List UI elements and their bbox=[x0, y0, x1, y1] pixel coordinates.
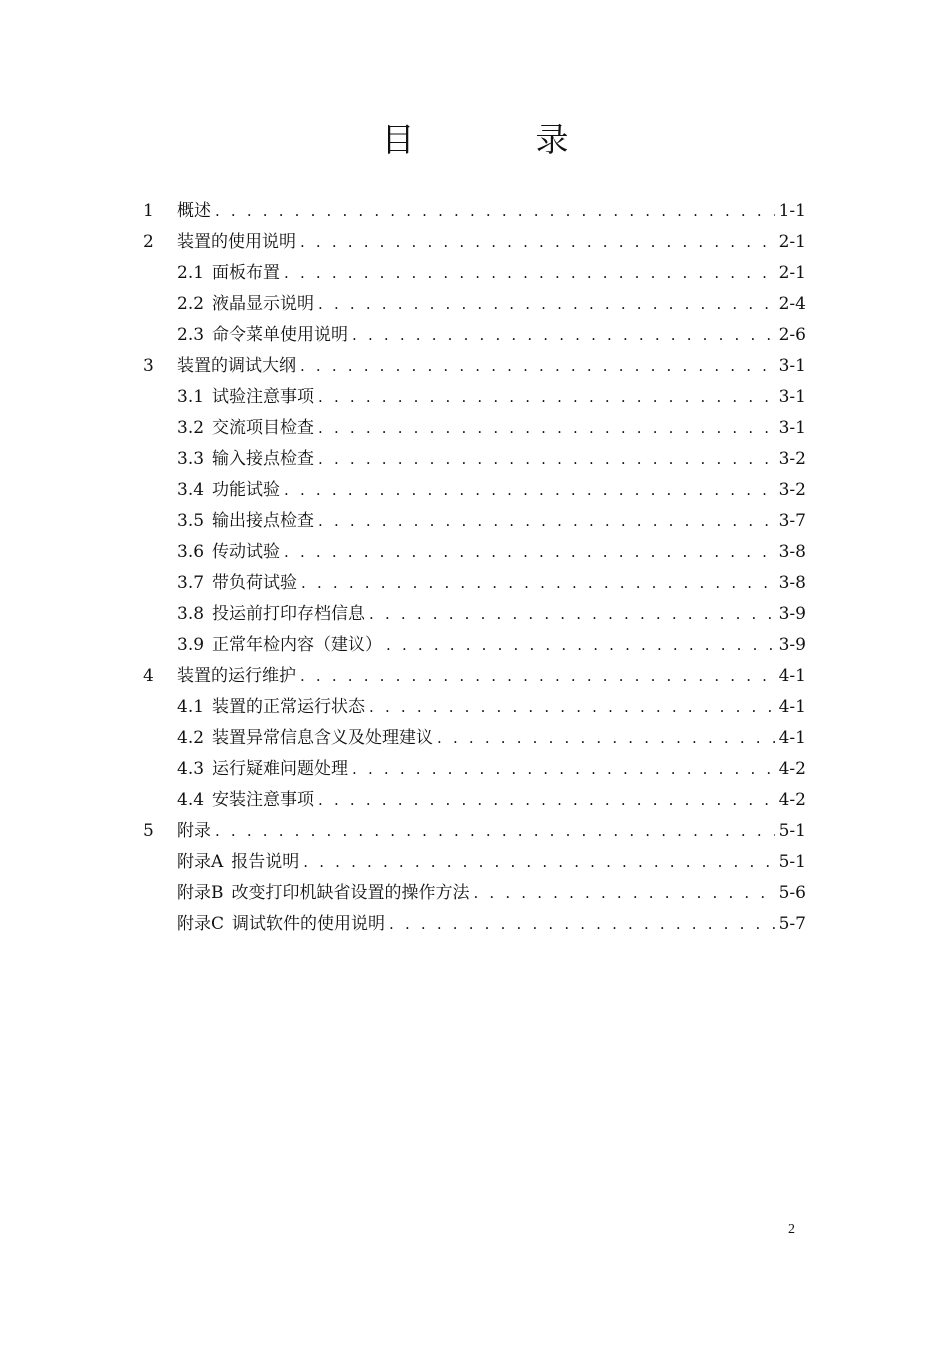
toc-entry[interactable] bbox=[143, 878, 806, 909]
toc-entry-page: 1-1 bbox=[778, 201, 806, 221]
dot-leader bbox=[284, 475, 775, 506]
toc-entry-number: 3.6 bbox=[177, 542, 205, 562]
toc-entry-number: 附录A bbox=[177, 852, 224, 872]
dot-leader bbox=[318, 413, 775, 444]
toc-entry-page: 4-2 bbox=[778, 759, 806, 779]
toc-entry-title: 运行疑难问题处理 bbox=[212, 759, 349, 779]
toc-entry[interactable] bbox=[143, 692, 806, 723]
toc-entry[interactable] bbox=[143, 816, 806, 847]
toc-entry-number: 2.1 bbox=[177, 263, 205, 283]
toc-entry-number: 4.3 bbox=[177, 759, 205, 779]
toc-entry[interactable] bbox=[143, 568, 806, 599]
toc-entry[interactable] bbox=[143, 196, 806, 227]
toc-entry[interactable] bbox=[143, 506, 806, 537]
toc-entry[interactable] bbox=[143, 630, 806, 661]
toc-entry-page: 3-7 bbox=[778, 511, 806, 531]
toc-entry-page: 3-9 bbox=[778, 604, 806, 624]
dot-leader bbox=[284, 537, 775, 568]
toc-entry[interactable] bbox=[143, 723, 806, 754]
toc-entry-title: 装置的运行维护 bbox=[177, 666, 296, 686]
dot-leader bbox=[318, 444, 775, 475]
toc-entry[interactable] bbox=[143, 785, 806, 816]
toc-entry-title: 改变打印机缺省设置的操作方法 bbox=[231, 883, 470, 903]
dot-leader bbox=[300, 227, 775, 258]
dot-leader bbox=[352, 320, 775, 351]
dot-leader bbox=[369, 599, 775, 630]
toc-entry-title: 命令菜单使用说明 bbox=[212, 325, 349, 345]
toc-entry-number: 4 bbox=[143, 666, 154, 686]
toc-entry[interactable] bbox=[143, 599, 806, 630]
toc-entry-title: 装置异常信息含义及处理建议 bbox=[212, 728, 434, 748]
dot-leader bbox=[437, 723, 775, 754]
toc-entry-number: 附录C bbox=[177, 914, 225, 934]
toc-entry-number: 4.4 bbox=[177, 790, 205, 810]
toc-entry[interactable] bbox=[143, 754, 806, 785]
toc-entry-title: 安装注意事项 bbox=[212, 790, 315, 810]
toc-entry-number: 3.1 bbox=[177, 387, 205, 407]
toc-entry-number: 2.2 bbox=[177, 294, 205, 314]
dot-leader bbox=[300, 351, 775, 382]
toc-entry-page: 2-1 bbox=[778, 263, 806, 283]
toc-entry-title: 调试软件的使用说明 bbox=[232, 914, 386, 934]
toc-entry-title: 报告说明 bbox=[231, 852, 300, 872]
toc-entry-number: 3.5 bbox=[177, 511, 205, 531]
dot-leader bbox=[301, 568, 775, 599]
dot-leader bbox=[303, 847, 774, 878]
toc-entry-page: 3-1 bbox=[778, 387, 806, 407]
dot-leader bbox=[318, 289, 775, 320]
dot-leader bbox=[318, 382, 775, 413]
toc-entry-number: 4.1 bbox=[177, 697, 205, 717]
toc-entry-page: 2-4 bbox=[778, 294, 806, 314]
toc-entry-page: 4-2 bbox=[778, 790, 806, 810]
toc-entry-number: 3.7 bbox=[177, 573, 205, 593]
toc-entry-number: 附录B bbox=[177, 883, 224, 903]
toc-entry[interactable] bbox=[143, 661, 806, 692]
toc-entry[interactable] bbox=[143, 475, 806, 506]
toc-entry-page: 3-8 bbox=[778, 573, 806, 593]
toc-entry[interactable] bbox=[143, 227, 806, 258]
page-number: 2 bbox=[788, 1222, 795, 1237]
toc-entry[interactable] bbox=[143, 847, 806, 878]
toc-entry[interactable] bbox=[143, 289, 806, 320]
toc-entry-page: 5-1 bbox=[778, 852, 806, 872]
toc-entry[interactable] bbox=[143, 320, 806, 351]
toc-entry-title: 带负荷试验 bbox=[212, 573, 298, 593]
toc-entry-title: 试验注意事项 bbox=[212, 387, 315, 407]
toc-entry-number: 3.3 bbox=[177, 449, 205, 469]
toc-entry-number: 3 bbox=[143, 356, 154, 376]
toc-entry-page: 3-2 bbox=[778, 480, 806, 500]
toc-entry-number: 4.2 bbox=[177, 728, 205, 748]
toc-entry-page: 4-1 bbox=[778, 697, 806, 717]
toc-entry[interactable] bbox=[143, 413, 806, 444]
dot-leader bbox=[215, 196, 775, 227]
toc-entry-number: 5 bbox=[143, 821, 154, 841]
dot-leader bbox=[389, 909, 775, 940]
toc-entry-page: 4-1 bbox=[778, 666, 806, 686]
toc-entry-title: 输入接点检查 bbox=[212, 449, 315, 469]
toc-entry-title: 液晶显示说明 bbox=[212, 294, 315, 314]
dot-leader bbox=[300, 661, 775, 692]
toc-entry-number: 3.9 bbox=[177, 635, 205, 655]
toc-entry-page: 3-8 bbox=[778, 542, 806, 562]
toc-entry-title: 面板布置 bbox=[212, 263, 281, 283]
toc-entry[interactable] bbox=[143, 909, 806, 940]
toc-entry-page: 2-6 bbox=[778, 325, 806, 345]
toc-entry[interactable] bbox=[143, 537, 806, 568]
toc-entry-number: 1 bbox=[143, 201, 154, 221]
toc-entry-title: 正常年检内容（建议） bbox=[212, 635, 383, 655]
toc-entry-title: 功能试验 bbox=[212, 480, 281, 500]
toc-entry-title: 概述 bbox=[177, 201, 211, 221]
toc-entry-number: 3.8 bbox=[177, 604, 205, 624]
toc-entry[interactable] bbox=[143, 258, 806, 289]
dot-leader bbox=[474, 878, 775, 909]
toc-entry-page: 3-1 bbox=[778, 356, 806, 376]
toc-entry-page: 3-1 bbox=[778, 418, 806, 438]
dot-leader bbox=[369, 692, 775, 723]
toc-entry-title: 装置的调试大纲 bbox=[177, 356, 296, 376]
toc-entry-page: 3-9 bbox=[778, 635, 806, 655]
toc-entry-number: 2.3 bbox=[177, 325, 205, 345]
toc-entry-title: 附录 bbox=[177, 821, 211, 841]
toc-entry-page: 5-7 bbox=[778, 914, 806, 934]
toc-entry-title: 交流项目检查 bbox=[212, 418, 315, 438]
toc-entry-title: 输出接点检查 bbox=[212, 511, 315, 531]
table-of-contents bbox=[143, 196, 806, 940]
toc-entry-number: 3.2 bbox=[177, 418, 205, 438]
toc-entry-page: 4-1 bbox=[778, 728, 806, 748]
dot-leader bbox=[215, 816, 775, 847]
page-title: 目 录 bbox=[381, 120, 613, 159]
dot-leader bbox=[284, 258, 775, 289]
toc-entry[interactable] bbox=[143, 382, 806, 413]
toc-entry-title: 装置的使用说明 bbox=[177, 232, 296, 252]
toc-entry[interactable] bbox=[143, 351, 806, 382]
toc-entry-page: 5-6 bbox=[778, 883, 806, 903]
toc-entry-page: 3-2 bbox=[778, 449, 806, 469]
dot-leader bbox=[318, 506, 775, 537]
dot-leader bbox=[386, 630, 775, 661]
toc-entry[interactable] bbox=[143, 444, 806, 475]
toc-entry-number: 3.4 bbox=[177, 480, 205, 500]
toc-entry-page: 5-1 bbox=[778, 821, 806, 841]
toc-entry-page: 2-1 bbox=[778, 232, 806, 252]
dot-leader bbox=[318, 785, 775, 816]
toc-entry-title: 装置的正常运行状态 bbox=[212, 697, 366, 717]
toc-entry-title: 投运前打印存档信息 bbox=[212, 604, 366, 624]
toc-entry-title: 传动试验 bbox=[212, 542, 281, 562]
toc-entry-number: 2 bbox=[143, 232, 154, 252]
dot-leader bbox=[352, 754, 775, 785]
